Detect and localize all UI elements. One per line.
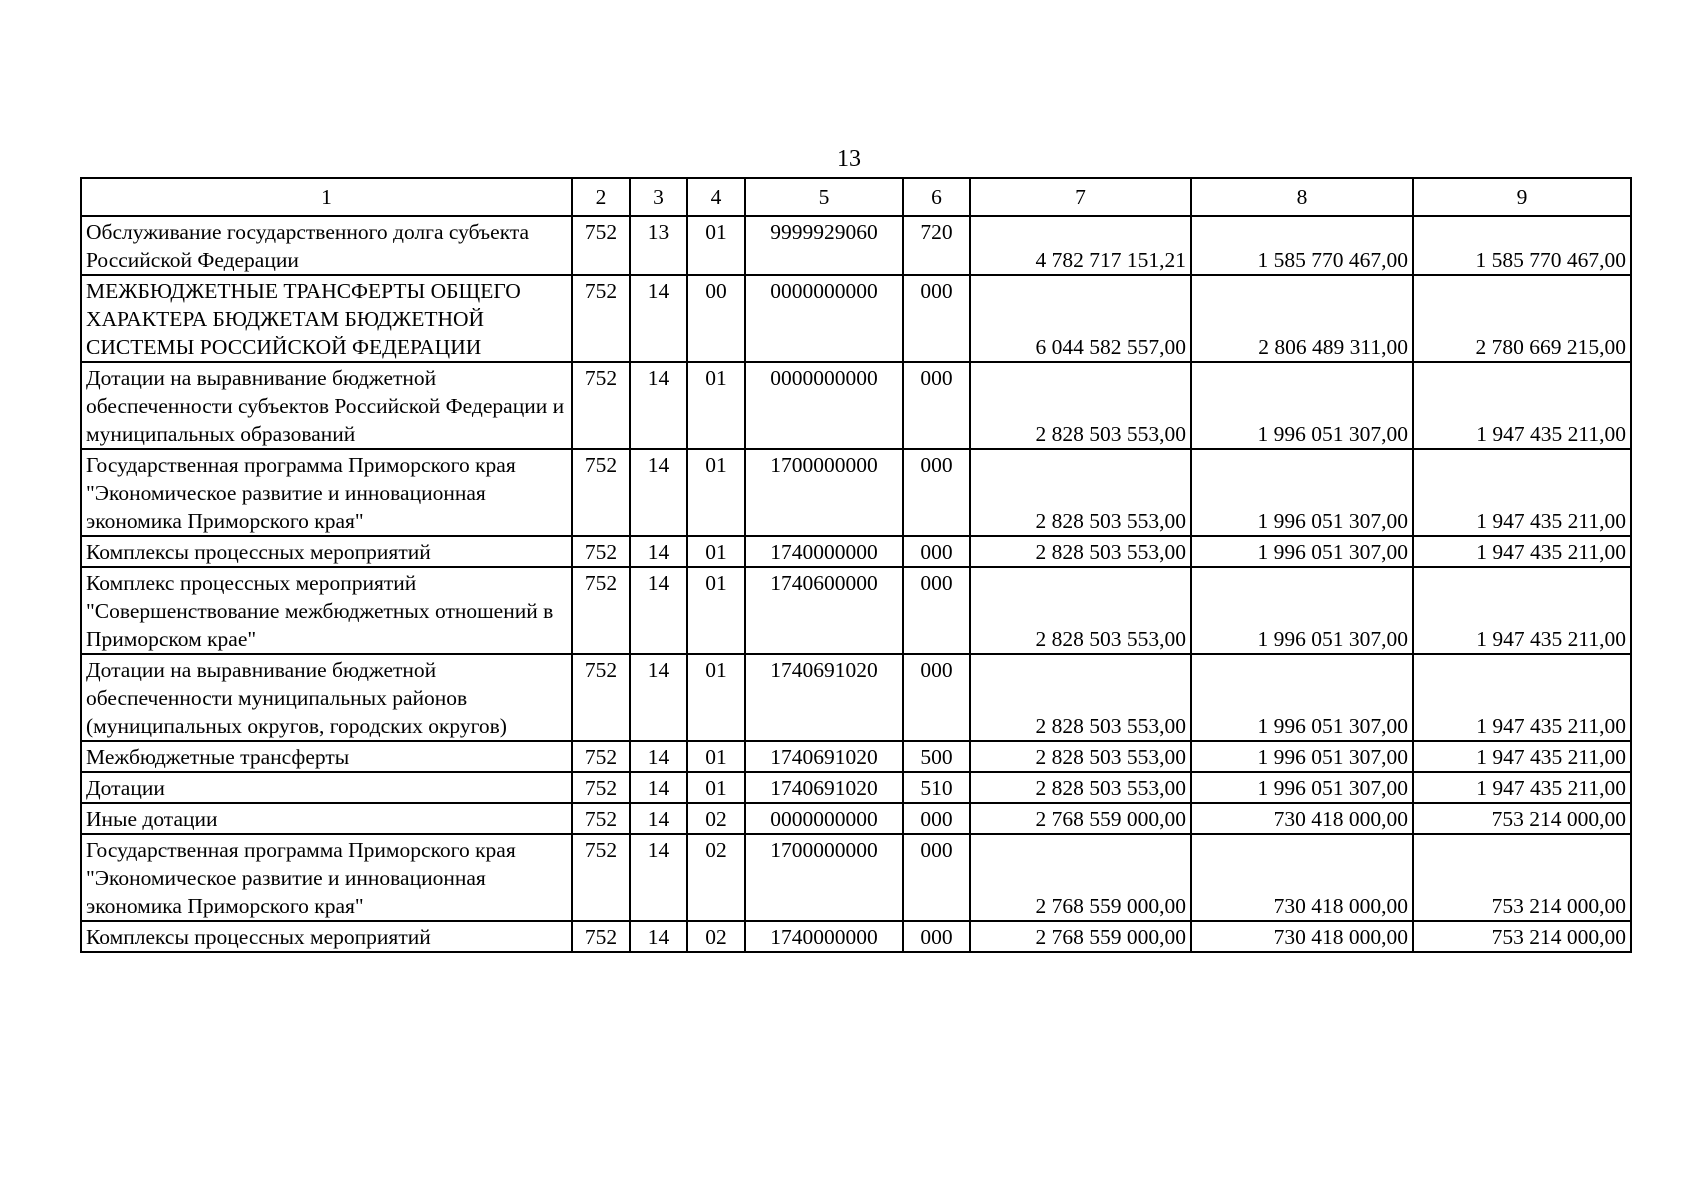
row-amount-7: 2 828 503 553,00 bbox=[970, 536, 1191, 567]
row-code-3: 14 bbox=[630, 772, 687, 803]
row-code-2: 752 bbox=[572, 216, 630, 275]
column-header-3: 3 bbox=[630, 178, 687, 216]
column-header-9: 9 bbox=[1413, 178, 1631, 216]
table-row bbox=[81, 921, 1631, 952]
row-code-2: 752 bbox=[572, 536, 630, 567]
row-code-5: 0000000000 bbox=[745, 275, 903, 362]
row-amount-7: 2 828 503 553,00 bbox=[970, 449, 1191, 536]
column-header-4: 4 bbox=[687, 178, 745, 216]
row-code-5: 1740000000 bbox=[745, 536, 903, 567]
row-code-4: 01 bbox=[687, 536, 745, 567]
table-row bbox=[81, 362, 1631, 449]
row-name: Дотации bbox=[81, 772, 572, 803]
table-row bbox=[81, 567, 1631, 654]
budget-table bbox=[80, 177, 1632, 953]
row-amount-9: 1 947 435 211,00 bbox=[1413, 654, 1631, 741]
row-code-5: 0000000000 bbox=[745, 803, 903, 834]
row-amount-9: 753 214 000,00 bbox=[1413, 834, 1631, 921]
row-code-5: 1700000000 bbox=[745, 834, 903, 921]
row-amount-7: 2 828 503 553,00 bbox=[970, 772, 1191, 803]
row-amount-9: 2 780 669 215,00 bbox=[1413, 275, 1631, 362]
table-row bbox=[81, 654, 1631, 741]
row-code-3: 14 bbox=[630, 921, 687, 952]
row-amount-7: 2 828 503 553,00 bbox=[970, 654, 1191, 741]
row-code-5: 9999929060 bbox=[745, 216, 903, 275]
row-name: Комплексы процессных мероприятий bbox=[81, 536, 572, 567]
row-code-6: 000 bbox=[903, 449, 970, 536]
row-amount-9: 1 947 435 211,00 bbox=[1413, 772, 1631, 803]
row-name: Государственная программа Приморского края "Экономическое развитие и инновационная экономика Приморского края" bbox=[81, 449, 572, 536]
row-amount-8: 1 996 051 307,00 bbox=[1191, 741, 1413, 772]
row-name: Обслуживание государственного долга субъекта Российской Федерации bbox=[81, 216, 572, 275]
row-name: Иные дотации bbox=[81, 803, 572, 834]
row-amount-9: 753 214 000,00 bbox=[1413, 921, 1631, 952]
row-code-6: 500 bbox=[903, 741, 970, 772]
column-header-6: 6 bbox=[903, 178, 970, 216]
column-header-5: 5 bbox=[745, 178, 903, 216]
row-code-5: 1740691020 bbox=[745, 654, 903, 741]
column-header-2: 2 bbox=[572, 178, 630, 216]
row-code-6: 720 bbox=[903, 216, 970, 275]
row-code-6: 000 bbox=[903, 536, 970, 567]
row-amount-8: 730 418 000,00 bbox=[1191, 834, 1413, 921]
row-amount-9: 1 947 435 211,00 bbox=[1413, 536, 1631, 567]
row-amount-7: 6 044 582 557,00 bbox=[970, 275, 1191, 362]
row-name: Дотации на выравнивание бюджетной обеспеченности субъектов Российской Федерации и муниципальных образований bbox=[81, 362, 572, 449]
row-amount-8: 1 585 770 467,00 bbox=[1191, 216, 1413, 275]
row-amount-9: 1 585 770 467,00 bbox=[1413, 216, 1631, 275]
row-code-4: 01 bbox=[687, 772, 745, 803]
row-code-2: 752 bbox=[572, 275, 630, 362]
table-row bbox=[81, 834, 1631, 921]
row-amount-7: 2 768 559 000,00 bbox=[970, 834, 1191, 921]
row-code-3: 14 bbox=[630, 741, 687, 772]
row-amount-7: 2 828 503 553,00 bbox=[970, 567, 1191, 654]
row-code-4: 00 bbox=[687, 275, 745, 362]
row-amount-8: 1 996 051 307,00 bbox=[1191, 654, 1413, 741]
row-name: Комплексы процессных мероприятий bbox=[81, 921, 572, 952]
header-row bbox=[81, 178, 1631, 216]
row-code-6: 000 bbox=[903, 362, 970, 449]
row-name: Государственная программа Приморского края "Экономическое развитие и инновационная экономика Приморского края" bbox=[81, 834, 572, 921]
row-code-6: 000 bbox=[903, 803, 970, 834]
row-amount-9: 753 214 000,00 bbox=[1413, 803, 1631, 834]
table-row bbox=[81, 772, 1631, 803]
row-code-3: 14 bbox=[630, 275, 687, 362]
row-code-4: 02 bbox=[687, 921, 745, 952]
row-code-4: 01 bbox=[687, 449, 745, 536]
row-name: Комплекс процессных мероприятий "Совершенствование межбюджетных отношений в Приморском крае" bbox=[81, 567, 572, 654]
row-code-4: 01 bbox=[687, 567, 745, 654]
row-amount-7: 4 782 717 151,21 bbox=[970, 216, 1191, 275]
row-code-2: 752 bbox=[572, 803, 630, 834]
row-code-2: 752 bbox=[572, 772, 630, 803]
row-code-6: 000 bbox=[903, 275, 970, 362]
column-header-7: 7 bbox=[970, 178, 1191, 216]
row-code-3: 14 bbox=[630, 567, 687, 654]
row-code-2: 752 bbox=[572, 834, 630, 921]
table-row bbox=[81, 449, 1631, 536]
row-name: Дотации на выравнивание бюджетной обеспеченности муниципальных районов (муниципальных округов, городских округов) bbox=[81, 654, 572, 741]
row-code-5: 1740000000 bbox=[745, 921, 903, 952]
row-amount-8: 730 418 000,00 bbox=[1191, 921, 1413, 952]
row-amount-8: 1 996 051 307,00 bbox=[1191, 449, 1413, 536]
row-amount-7: 2 828 503 553,00 bbox=[970, 362, 1191, 449]
row-code-2: 752 bbox=[572, 654, 630, 741]
row-amount-8: 1 996 051 307,00 bbox=[1191, 362, 1413, 449]
row-amount-8: 730 418 000,00 bbox=[1191, 803, 1413, 834]
row-code-2: 752 bbox=[572, 567, 630, 654]
row-code-3: 14 bbox=[630, 449, 687, 536]
table-row bbox=[81, 275, 1631, 362]
row-code-2: 752 bbox=[572, 921, 630, 952]
row-code-4: 02 bbox=[687, 803, 745, 834]
row-code-3: 14 bbox=[630, 654, 687, 741]
row-code-4: 01 bbox=[687, 654, 745, 741]
row-amount-9: 1 947 435 211,00 bbox=[1413, 449, 1631, 536]
row-amount-8: 1 996 051 307,00 bbox=[1191, 567, 1413, 654]
row-code-4: 01 bbox=[687, 216, 745, 275]
row-code-3: 13 bbox=[630, 216, 687, 275]
row-amount-7: 2 768 559 000,00 bbox=[970, 803, 1191, 834]
row-name: МЕЖБЮДЖЕТНЫЕ ТРАНСФЕРТЫ ОБЩЕГО ХАРАКТЕРА БЮДЖЕТАМ БЮДЖЕТНОЙ СИСТЕМЫ РОССИЙСКОЙ ФЕДЕРАЦИИ bbox=[81, 275, 572, 362]
table-row bbox=[81, 803, 1631, 834]
row-code-2: 752 bbox=[572, 362, 630, 449]
row-amount-9: 1 947 435 211,00 bbox=[1413, 362, 1631, 449]
row-code-4: 02 bbox=[687, 834, 745, 921]
row-code-6: 000 bbox=[903, 654, 970, 741]
column-header-1: 1 bbox=[81, 178, 572, 216]
table-row bbox=[81, 536, 1631, 567]
table-row bbox=[81, 741, 1631, 772]
row-amount-7: 2 828 503 553,00 bbox=[970, 741, 1191, 772]
row-amount-9: 1 947 435 211,00 bbox=[1413, 567, 1631, 654]
row-amount-8: 1 996 051 307,00 bbox=[1191, 536, 1413, 567]
row-amount-9: 1 947 435 211,00 bbox=[1413, 741, 1631, 772]
row-amount-8: 2 806 489 311,00 bbox=[1191, 275, 1413, 362]
table-row bbox=[81, 216, 1631, 275]
row-code-5: 1740691020 bbox=[745, 741, 903, 772]
row-code-5: 1740600000 bbox=[745, 567, 903, 654]
row-amount-7: 2 768 559 000,00 bbox=[970, 921, 1191, 952]
row-code-6: 510 bbox=[903, 772, 970, 803]
row-code-3: 14 bbox=[630, 803, 687, 834]
page-number: 13 bbox=[837, 146, 861, 172]
row-code-6: 000 bbox=[903, 834, 970, 921]
row-code-5: 0000000000 bbox=[745, 362, 903, 449]
row-code-2: 752 bbox=[572, 741, 630, 772]
row-code-3: 14 bbox=[630, 834, 687, 921]
row-code-4: 01 bbox=[687, 741, 745, 772]
row-amount-8: 1 996 051 307,00 bbox=[1191, 772, 1413, 803]
row-code-5: 1700000000 bbox=[745, 449, 903, 536]
row-code-3: 14 bbox=[630, 536, 687, 567]
row-code-3: 14 bbox=[630, 362, 687, 449]
row-code-2: 752 bbox=[572, 449, 630, 536]
row-name: Межбюджетные трансферты bbox=[81, 741, 572, 772]
row-code-6: 000 bbox=[903, 921, 970, 952]
row-code-5: 1740691020 bbox=[745, 772, 903, 803]
column-header-8: 8 bbox=[1191, 178, 1413, 216]
row-code-6: 000 bbox=[903, 567, 970, 654]
row-code-4: 01 bbox=[687, 362, 745, 449]
